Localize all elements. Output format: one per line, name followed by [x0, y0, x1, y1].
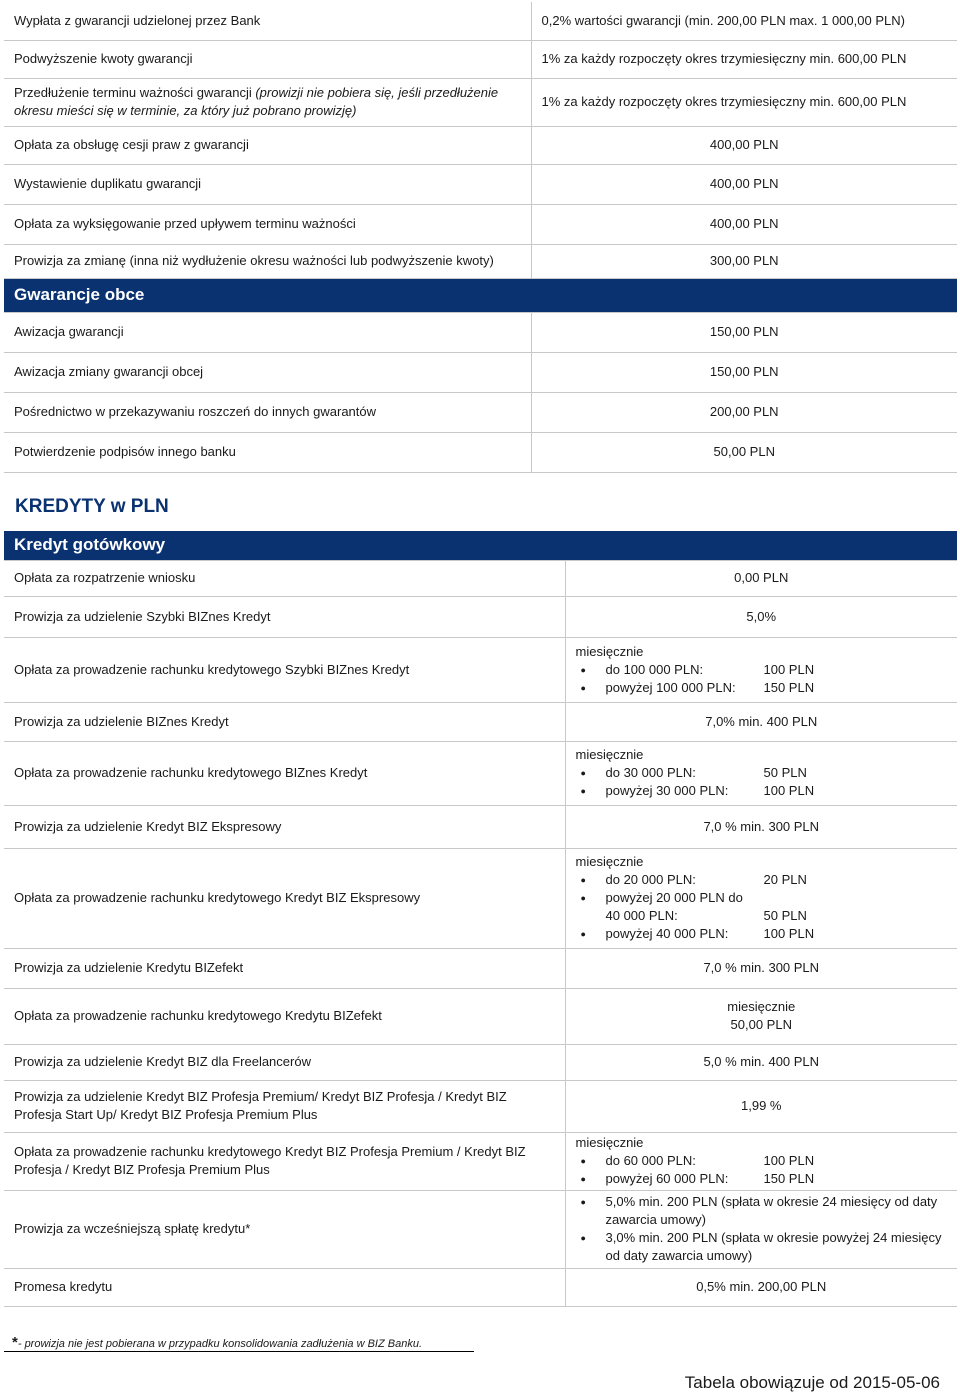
- guarantee-fees-table: [4, 2, 957, 473]
- fee-label: Wystawienie duplikatu gwarancji: [4, 164, 531, 204]
- tier-fee: 100 PLN: [763, 926, 815, 941]
- list-item: [576, 871, 948, 889]
- tier-range: ● powyżej 60 000 PLN:: [605, 1171, 729, 1186]
- table-row: [4, 126, 957, 164]
- table-row: [4, 1080, 957, 1132]
- tier-fee: 150 PLN: [763, 1171, 815, 1186]
- fee-label: Opłata za prowadzenie rachunku kredytowego Szybki BIZnes Kredyt: [4, 637, 565, 702]
- table-row: [4, 244, 957, 278]
- footnote-marker: *: [12, 1334, 18, 1351]
- table-row: [4, 596, 957, 637]
- section-header: Kredyt gotówkowy: [4, 531, 957, 560]
- table-row: [4, 1044, 957, 1080]
- footnote-text: - prowizja nie jest pobierana w przypadku konsolidowania zadłużenia w BIZ Banku.: [17, 1338, 423, 1350]
- fee-value: [565, 848, 957, 948]
- section-title: KREDYTY w PLN: [15, 496, 169, 517]
- table-row: [4, 1268, 957, 1306]
- fee-label: Potwierdzenie podpisów innego banku: [4, 432, 531, 472]
- list-item: [576, 1152, 948, 1170]
- table-row: [4, 741, 957, 805]
- list-item: [576, 782, 948, 800]
- fee-value: 50,00 PLN: [531, 432, 957, 472]
- tier-range: ● powyżej 40 000 PLN:: [605, 926, 729, 941]
- section-header-row: [4, 531, 957, 560]
- list-item: [576, 907, 948, 925]
- fee-value: 7,0 % min. 300 PLN: [565, 805, 957, 848]
- fee-value: [565, 637, 957, 702]
- fee-value: 0,00 PLN: [565, 560, 957, 596]
- fee-label: Opłata za rozpatrzenie wniosku: [4, 560, 565, 596]
- tier-range: ● powyżej 30 000 PLN:: [605, 783, 729, 798]
- fee-tier-list: [576, 661, 948, 697]
- fee-label: Opłata za prowadzenie rachunku kredytowego BIZnes Kredyt: [4, 741, 565, 805]
- footnote: [12, 1334, 422, 1351]
- fee-value: 1,99 %: [565, 1080, 957, 1132]
- list-item: ● 3,0% min. 200 PLN (spłata w okresie powyżej 24 miesięcy od daty zawarcia umowy): [576, 1229, 948, 1265]
- tier-range: ● do 30 000 PLN:: [605, 765, 696, 780]
- tier-fee: 20 PLN: [763, 872, 807, 887]
- fee-value: 7,0 % min. 300 PLN: [565, 948, 957, 988]
- fee-label: Prowizja za udzielenie Kredyt BIZ Profesja Premium/ Kredyt BIZ Profesja / Kredyt BIZ Profesja Start Up/ Kredyt BIZ Profesja Premium Plus: [4, 1080, 565, 1132]
- fee-label: Opłata za prowadzenie rachunku kredytowego Kredyt BIZ Profesja Premium / Kredyt BIZ Profesja / Kredyt BIZ Profesja Premium Plus: [4, 1132, 565, 1190]
- fee-label-note: (prowizji nie pobiera się, jeśli przedłużenie okresu mieści się w terminie, za który już pobrano prowizję): [14, 85, 499, 118]
- fee-value: 400,00 PLN: [531, 164, 957, 204]
- fee-label: Awizacja gwarancji: [4, 312, 531, 352]
- table-row: [4, 78, 957, 126]
- list-item: [576, 889, 948, 907]
- fee-label: Awizacja zmiany gwarancji obcej: [4, 352, 531, 392]
- list-item: [576, 925, 948, 943]
- fee-label: Opłata za prowadzenie rachunku kredytowego Kredyt BIZ Ekspresowy: [4, 848, 565, 948]
- fee-value: 5,0 % min. 400 PLN: [565, 1044, 957, 1080]
- table-row: [4, 637, 957, 702]
- fee-label: Wypłata z gwarancji udzielonej przez Bank: [4, 2, 531, 40]
- fee-label: [4, 78, 531, 126]
- tier-fee: 50 PLN: [763, 765, 807, 780]
- fee-label: Opłata za obsługę cesji praw z gwarancji: [4, 126, 531, 164]
- tier-range: ● powyżej 20 000 PLN do: [605, 890, 743, 905]
- table-row: [4, 702, 957, 741]
- table-row: [4, 560, 957, 596]
- fee-value: [565, 1132, 957, 1190]
- fee-amount: 50,00 PLN: [730, 1017, 792, 1032]
- fee-tier-list: [576, 871, 948, 943]
- fee-label: Prowizja za udzielenie Kredyt BIZ Ekspresowy: [4, 805, 565, 848]
- fee-label: Prowizja za udzielenie Szybki BIZnes Kredyt: [4, 596, 565, 637]
- fee-value: 150,00 PLN: [531, 312, 957, 352]
- fee-label: Pośrednictwo w przekazywaniu roszczeń do innych gwarantów: [4, 392, 531, 432]
- fee-period: miesięcznie: [727, 999, 796, 1014]
- table-row: [4, 312, 957, 352]
- table-row: [4, 164, 957, 204]
- table-row: [4, 40, 957, 78]
- tier-fee: 100 PLN: [763, 783, 815, 798]
- fee-value: 0,2% wartości gwarancji (min. 200,00 PLN max. 1 000,00 PLN): [531, 2, 957, 40]
- table-row: [4, 805, 957, 848]
- tier-range: ● do 60 000 PLN:: [605, 1153, 696, 1168]
- fee-value: 1% za każdy rozpoczęty okres trzymiesięczny min. 600,00 PLN: [531, 78, 957, 126]
- fee-value: [565, 741, 957, 805]
- fee-value: [565, 1190, 957, 1268]
- table-row: [4, 2, 957, 40]
- tier-fee: 100 PLN: [763, 1153, 815, 1168]
- tier-fee: 150 PLN: [763, 679, 815, 695]
- fee-period: miesięcznie: [575, 747, 644, 762]
- tier-range: 40 000 PLN:: [605, 908, 678, 923]
- fee-tier-list: [576, 1152, 948, 1188]
- fee-value: 1% za każdy rozpoczęty okres trzymiesięczny min. 600,00 PLN: [531, 40, 957, 78]
- section-header-row: [4, 278, 957, 312]
- fee-value: 0,5% min. 200,00 PLN: [565, 1268, 957, 1306]
- fee-value: 5,0%: [565, 596, 957, 637]
- list-item: [576, 1170, 948, 1188]
- fee-label: Prowizja za udzielenie BIZnes Kredyt: [4, 702, 565, 741]
- fee-label-main: Przedłużenie terminu ważności gwarancji: [14, 85, 256, 100]
- fee-value: 300,00 PLN: [531, 244, 957, 278]
- footnote-divider: [4, 1351, 474, 1352]
- fee-tier-list: [576, 764, 948, 800]
- fee-condition-list: [576, 1193, 948, 1265]
- tier-fee: 100 PLN: [763, 661, 815, 677]
- fee-value: 400,00 PLN: [531, 204, 957, 244]
- list-item: [576, 661, 948, 679]
- table-row: [4, 948, 957, 988]
- table-row: [4, 988, 957, 1044]
- fee-label: Opłata za wyksięgowanie przed upływem terminu ważności: [4, 204, 531, 244]
- table-row: [4, 432, 957, 472]
- fee-period: miesięcznie: [575, 854, 644, 869]
- fee-label: Prowizja za wcześniejszą spłatę kredytu*: [4, 1190, 565, 1268]
- table-row: [4, 392, 957, 432]
- table-row: [4, 1190, 957, 1268]
- list-item: [576, 764, 948, 782]
- list-item: [576, 679, 948, 697]
- fee-value: 7,0% min. 400 PLN: [565, 702, 957, 741]
- list-item: ● 5,0% min. 200 PLN (spłata w okresie 24 miesięcy od daty zawarcia umowy): [576, 1193, 948, 1229]
- tier-range: ● do 20 000 PLN:: [605, 872, 696, 887]
- fee-label: Promesa kredytu: [4, 1268, 565, 1306]
- tier-range: ● powyżej 100 000 PLN:: [605, 679, 736, 695]
- fee-value: 150,00 PLN: [531, 352, 957, 392]
- fee-value: 200,00 PLN: [531, 392, 957, 432]
- table-row: [4, 352, 957, 392]
- tier-fee: 50 PLN: [763, 908, 807, 923]
- section-header: Gwarancje obce: [4, 278, 957, 312]
- table-row: [4, 1132, 957, 1190]
- fee-label: Prowizja za zmianę (inna niż wydłużenie okresu ważności lub podwyższenie kwoty): [4, 244, 531, 278]
- credit-fees-table: [4, 531, 957, 1307]
- fee-label: Prowizja za udzielenie Kredyt BIZ dla Freelancerów: [4, 1044, 565, 1080]
- table-row: [4, 204, 957, 244]
- fee-period: miesięcznie: [575, 643, 644, 659]
- fee-value: [565, 988, 957, 1044]
- tier-range: ● do 100 000 PLN:: [605, 661, 704, 677]
- fee-label: Podwyższenie kwoty gwarancji: [4, 40, 531, 78]
- effective-date: Tabela obowiązuje od 2015-05-06: [684, 1373, 940, 1392]
- fee-label: Opłata za prowadzenie rachunku kredytowego Kredytu BIZefekt: [4, 988, 565, 1044]
- fee-value: 400,00 PLN: [531, 126, 957, 164]
- fee-label: Prowizja za udzielenie Kredytu BIZefekt: [4, 948, 565, 988]
- fee-period: miesięcznie: [575, 1135, 644, 1150]
- table-row: [4, 848, 957, 948]
